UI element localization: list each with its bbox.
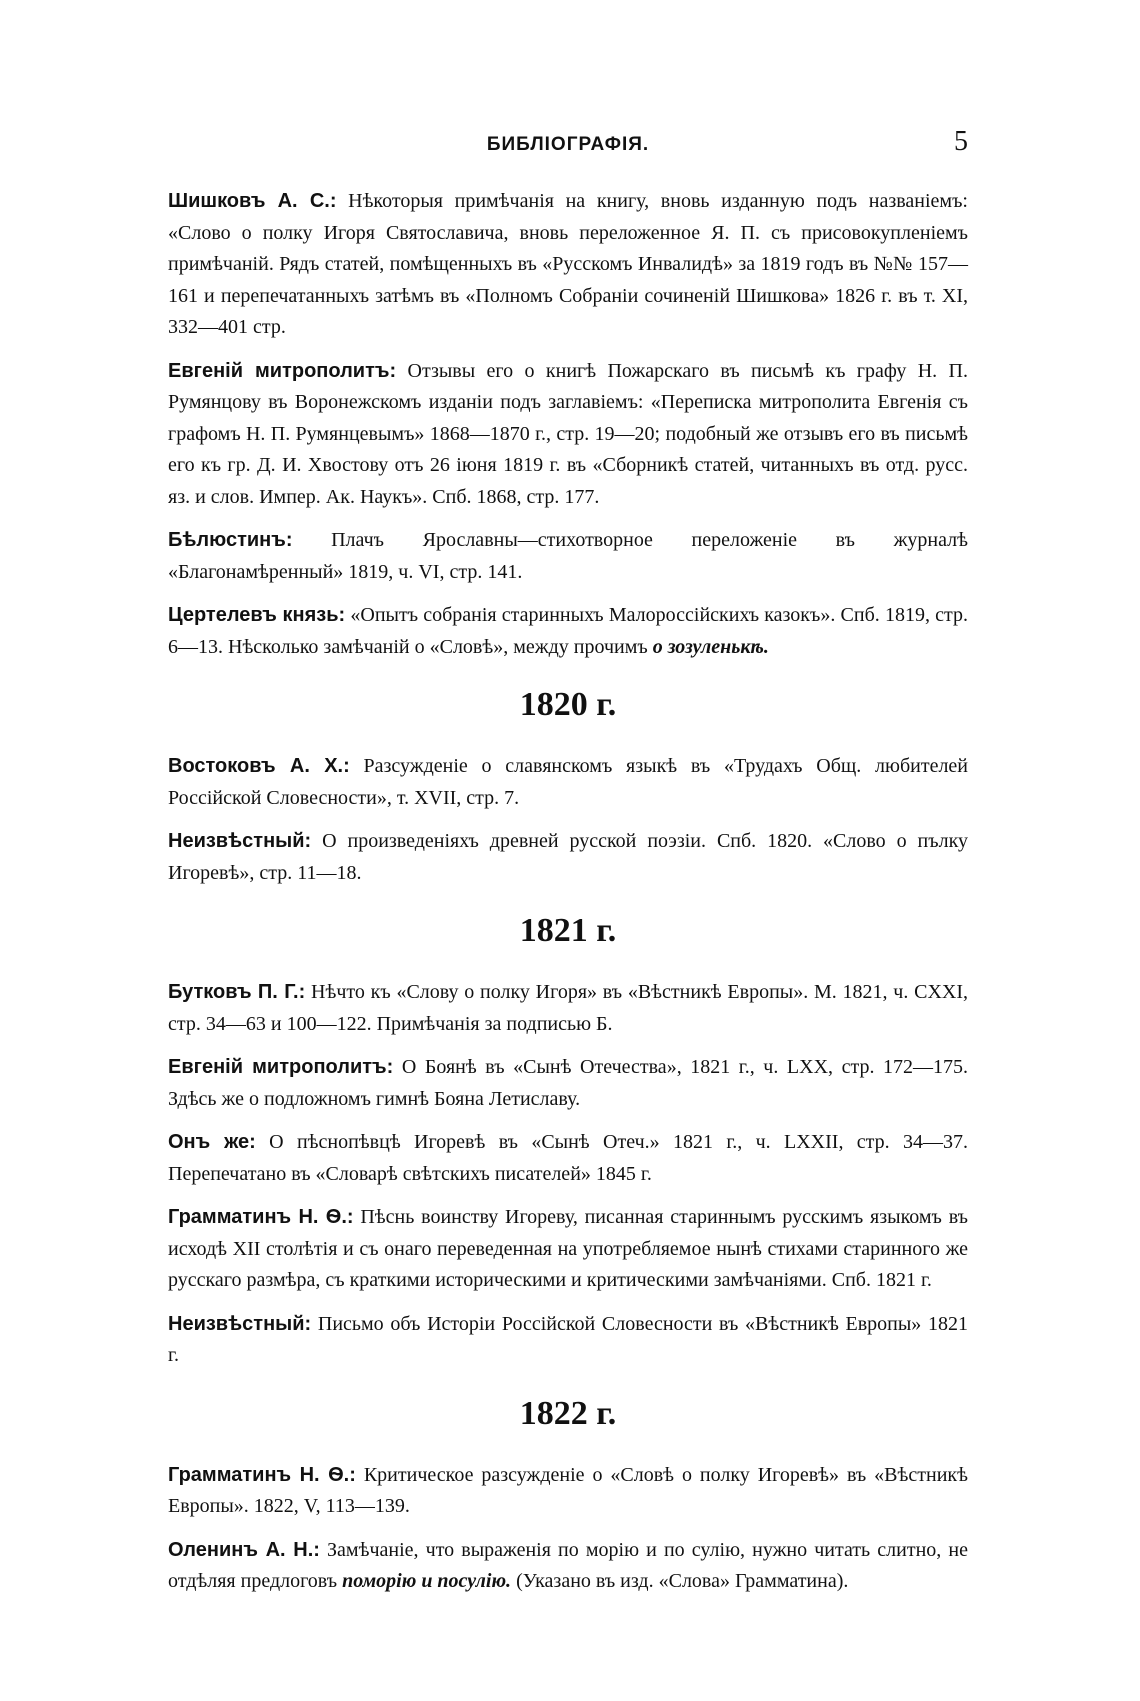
entry-author: Бѣлюстинъ: bbox=[168, 529, 293, 551]
page-number: 5 bbox=[954, 126, 968, 157]
bibliography-content bbox=[168, 186, 968, 1610]
entry-author: Грамматинъ Н. Ѳ.: bbox=[168, 1206, 354, 1228]
running-head bbox=[168, 126, 968, 174]
entry-vostokov bbox=[168, 751, 968, 814]
entry-text: Разсужденіе о славянскомъ языкѣ въ «Трудахъ Общ. любителей Россійской Словесности», т. XVII, стр. 7. bbox=[168, 755, 969, 809]
entry-author: Востоковъ А. Х.: bbox=[168, 755, 350, 777]
section-1822 bbox=[168, 1394, 968, 1598]
entry-shishkov bbox=[168, 186, 968, 344]
running-title: БИБЛІОГРАФІЯ. bbox=[486, 134, 650, 155]
entry-text: О произведеніяхъ древней русской поэзіи. Спб. 1820. «Слово о пълку Игоревѣ», стр. 11—18. bbox=[168, 830, 968, 884]
entry-text: Отзывы его о книгѣ Пожарскаго въ письмѣ къ графу Н. П. Румянцову въ Воронежскомъ изданіи подъ заглавіемъ: «Переписка митрополита Евгенія съ графомъ Н. П. Румянцевымъ» 1868—1870 г., стр. 19—20; подобный же отзывъ его въ письмѣ его къ гр. Д. И. Хвостову отъ 26 іюня 1819 г. въ «Сборникѣ статей, читанныхъ въ отд. русс. яз. и слов. Импер. Ак. Наукъ». Спб. 1868, стр. 177. bbox=[168, 359, 968, 508]
entry-author: Онъ же: bbox=[168, 1131, 256, 1153]
entry-author: Неизвѣстный: bbox=[168, 1312, 312, 1335]
entry-belyustin bbox=[168, 525, 968, 588]
entry-text-after: (Указано въ изд. «Слова» Грамматина). bbox=[511, 1570, 849, 1592]
year-heading: 1822 г. bbox=[519, 1394, 617, 1432]
entry-text: О пѣснопѣвцѣ Игоревѣ въ «Сынѣ Отеч.» 1821 г., ч. LXXII, стр. 34—37. Перепечатано въ «Словарѣ свѣтскихъ писателей» 1845 г. bbox=[168, 1131, 968, 1185]
entry-grammatin-1822 bbox=[168, 1460, 968, 1523]
entry-olenin bbox=[168, 1535, 968, 1598]
entry-author: Евгеній митрополитъ: bbox=[168, 1056, 394, 1078]
entry-on-zhe bbox=[168, 1127, 968, 1190]
entry-text: «Опытъ собранія старинныхъ Малороссійскихъ казокъ». Спб. 1819, стр. 6—13. Нѣсколько замѣчаній о «Словѣ», между прочимъ bbox=[168, 604, 968, 658]
entry-text: Нѣкоторыя примѣчанія на книгу, вновь изданную подъ названіемъ: «Слово о полку Игоря Святославича, вновь переложенное Я. П. съ присовокупленіемъ примѣчаній. Рядъ статей, помѣщенныхъ въ «Русскомъ Инвалидѣ» за 1819 годъ въ №№ 157—161 и перепечатанныхъ затѣмъ въ «Полномъ Собраніи сочиненій Шишкова» 1826 г. въ т. XI, 332—401 стр. bbox=[168, 190, 968, 338]
entry-butkov bbox=[168, 977, 968, 1040]
entry-grammatin-1821 bbox=[168, 1202, 968, 1297]
section-1820 bbox=[168, 685, 968, 889]
entry-author: Евгеній митрополитъ: bbox=[168, 359, 397, 382]
entry-author: Оленинъ А. Н.: bbox=[168, 1538, 320, 1561]
entry-evgeniy-2 bbox=[168, 1052, 968, 1115]
entry-author: Неизвѣстный: bbox=[168, 830, 312, 852]
section-1819 bbox=[168, 186, 968, 663]
entry-text: Пѣснь воинству Игореву, писанная стариннымъ русскимъ языкомъ въ исходѣ XII столѣтія и съ онаго переведенная на употребляемое нынѣ стихами старинного же русскаго размѣра, съ краткими историческими и критическими замѣчаніями. Спб. 1821 г. bbox=[168, 1206, 968, 1291]
entry-text: Плачъ Ярославны—стихотворное переложеніе въ журналѣ «Благонамѣренный» 1819, ч. VI, стр. 141. bbox=[168, 529, 968, 583]
entry-author: Грамматинъ Н. Ѳ.: bbox=[168, 1463, 356, 1486]
year-heading: 1820 г. bbox=[519, 686, 617, 723]
entry-text: Письмо объ Исторіи Россійской Словесности въ «Вѣстникѣ Европы» 1821 г. bbox=[168, 1312, 968, 1366]
entry-author: Цертелевъ князь: bbox=[168, 604, 346, 626]
year-heading: 1821 г. bbox=[519, 912, 617, 949]
entry-italic: о зозуленькѣ. bbox=[652, 635, 769, 658]
entry-unknown-1820 bbox=[168, 826, 968, 889]
entry-text: О Боянѣ въ «Сынѣ Отечества», 1821 г., ч. LXX, стр. 172—175. Здѣсь же о подложномъ гимнѣ Бояна Летиславу. bbox=[168, 1056, 969, 1110]
entry-unknown-1821 bbox=[168, 1309, 968, 1372]
entry-text: Критическое разсужденіе о «Словѣ о полку Игоревѣ» въ «Вѣстникѣ Европы». 1822, V, 113—139. bbox=[168, 1463, 968, 1517]
entry-author: Шишковъ А. С.: bbox=[168, 190, 337, 212]
entry-author: Бутковъ П. Г.: bbox=[168, 981, 306, 1003]
entry-text: Замѣчаніе, что выраженія по морію и по сулію, нужно читать слитно, не отдѣляя предлоговъ bbox=[168, 1538, 968, 1592]
entry-italic: поморію и посулію. bbox=[342, 1570, 512, 1592]
entry-evgeniy-1 bbox=[168, 356, 968, 514]
entry-tsertelev bbox=[168, 600, 968, 663]
entry-text: Нѣчто къ «Слову о полку Игоря» въ «Вѣстникѣ Европы». М. 1821, ч. CXXI, стр. 34—63 и 100—122. Примѣчанія за подписью Б. bbox=[168, 981, 968, 1035]
section-1821 bbox=[168, 911, 968, 1372]
